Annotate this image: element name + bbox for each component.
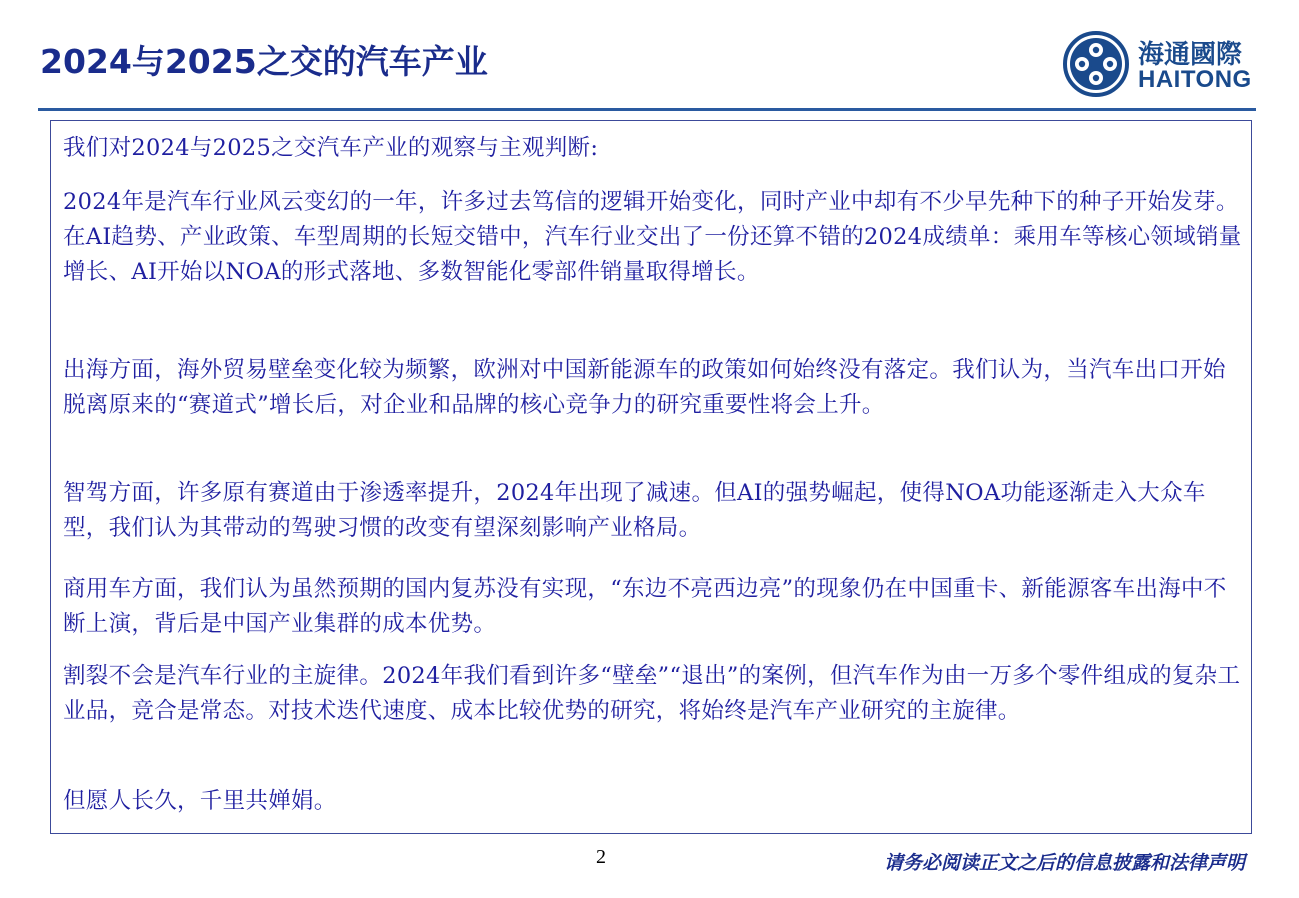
title-divider: [38, 108, 1256, 111]
paragraph-smart-driving: 智驾方面，许多原有赛道由于渗透率提升，2024年出现了减速。但AI的强势崛起，使得NOA功能逐渐走入大众车型，我们认为其带动的驾驶习惯的改变有望深刻影响产业格局。: [63, 480, 1206, 541]
page-number: 2: [596, 846, 606, 868]
logo-name-cn: 海通國際: [1138, 40, 1243, 70]
paragraph-2024-review: 2024年是汽车行业风云变幻的一年，许多过去笃信的逻辑开始变化，同时产业中却有不少早先种下的种子开始发芽。在AI趋势、产业政策、车型周期的长短交错中，汽车行业交出了一份还算不错的2024成绩单：乘用车等核心领域销量增长、AI开始以NOA的形式落地、多数智能化零部件销量取得增长。: [63, 189, 1242, 285]
paragraph-competition: 割裂不会是汽车行业的主旋律。2024年我们看到许多“壁垒”“退出”的案例，但汽车作为由一万多个零件组成的复杂工业品，竞合是常态。对技术迭代速度、成本比较优势的研究，将始终是汽车产业研究的主旋律。: [63, 663, 1241, 724]
logo-name-en: HAITONG: [1138, 66, 1252, 93]
paragraph-closing: 但愿人长久，千里共婵娟。: [63, 788, 337, 814]
paragraph-intro: 我们对2024与2025之交汽车产业的观察与主观判断:: [63, 135, 599, 161]
disclaimer-link[interactable]: 请务必阅读正文之后的信息披露和法律声明: [883, 852, 1245, 874]
haitong-logo-icon: [1062, 30, 1130, 98]
paragraph-overseas: 出海方面，海外贸易壁垒变化较为频繁，欧洲对中国新能源车的政策如何始终没有落定。我们认为，当汽车出口开始脱离原来的“赛道式”增长后，对企业和品牌的核心竞争力的研究重要性将会上升。: [63, 357, 1226, 418]
content-box: [50, 120, 1252, 834]
haitong-logo: [1062, 30, 1262, 98]
paragraph-commercial-vehicles: 商用车方面，我们认为虽然预期的国内复苏没有实现，“东边不亮西边亮”的现象仍在中国重卡、新能源客车出海中不断上演，背后是中国产业集群的成本优势。: [63, 576, 1227, 637]
page-title: 2024与2025之交的汽车产业: [40, 42, 488, 81]
